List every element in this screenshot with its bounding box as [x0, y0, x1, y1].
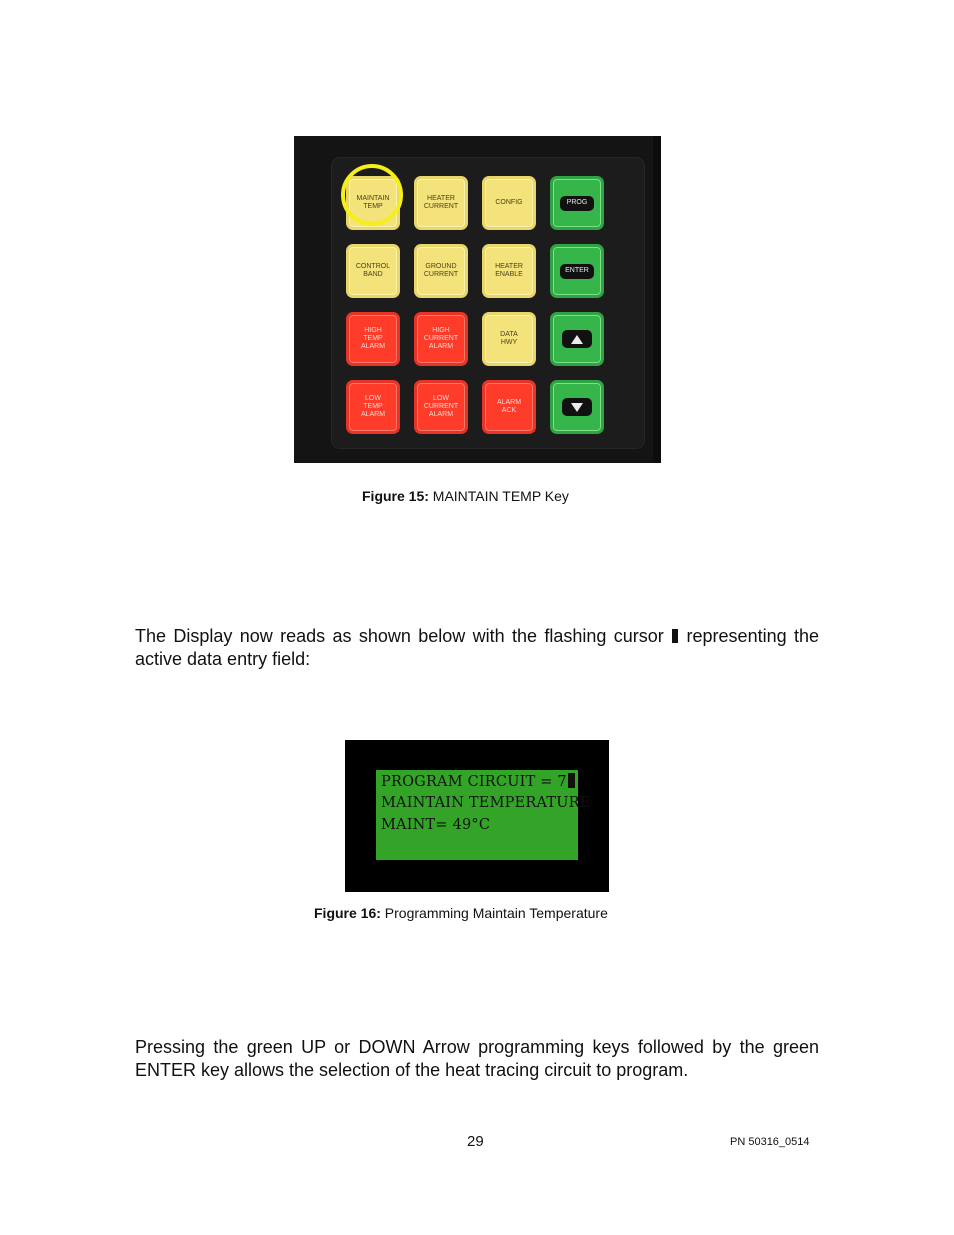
paragraph-1-text-a: The Display now reads as shown below with the flashing cursor [135, 626, 664, 646]
cursor-block-icon [672, 629, 678, 643]
key-low-temp-alarm[interactable] [346, 380, 400, 434]
lcd-line-3: MAINT= 49°C [381, 817, 491, 833]
key-alarm-ack[interactable] [482, 380, 536, 434]
key-ground-current-label [424, 263, 458, 279]
key-label-line: GROUND [425, 263, 457, 270]
lcd-line-1 [381, 773, 575, 790]
key-alarm-ack-label [497, 399, 521, 415]
paragraph-display-intro [135, 625, 819, 671]
figure-15-caption-text: MAINTAIN TEMP Key [432, 488, 569, 504]
paragraph-1-text-b: representing the active data entry field: [135, 626, 819, 669]
key-label-line: HIGH [364, 327, 382, 334]
photo-edge [653, 136, 661, 463]
key-label-line: TEMP [363, 335, 383, 342]
key-low-current-alarm-label [424, 395, 458, 419]
key-up-arrow[interactable] [550, 312, 604, 366]
key-control-band[interactable] [346, 244, 400, 298]
paragraph-arrow-keys: Pressing the green UP or DOWN Arrow programming keys followed by the green ENTER key allows the selection of the heat tracing circuit to program. [135, 1037, 819, 1080]
highlight-circle [341, 164, 403, 226]
key-label-line: ALARM [428, 343, 454, 350]
key-heater-enable-label [495, 263, 523, 279]
key-prog-label: PROG [560, 196, 594, 211]
key-label-line: ALARM [428, 411, 454, 418]
key-prog[interactable] [550, 176, 604, 230]
key-label-line: HEATER [427, 195, 455, 202]
key-label-line: CURRENT [423, 403, 459, 410]
key-label-line: TEMP [363, 203, 383, 210]
key-label-line: HEATER [495, 263, 523, 270]
figure-16-caption [314, 905, 608, 921]
key-label-line: ALARM [360, 411, 386, 418]
figure-15-caption-label: Figure 15: [362, 488, 429, 504]
key-heater-current[interactable] [414, 176, 468, 230]
figure-16-caption-text: Programming Maintain Temperature [384, 905, 608, 921]
keypad-photo [294, 136, 661, 463]
key-label-line: CONTROL [355, 263, 391, 270]
key-high-current-alarm[interactable] [414, 312, 468, 366]
key-label-line: ACK [501, 407, 517, 414]
key-label-line: HWY [500, 339, 518, 346]
key-label-line: CURRENT [423, 271, 459, 278]
key-high-temp-alarm-label [361, 327, 385, 351]
key-data-hwy-label [500, 331, 518, 347]
key-label-line: LOW [433, 395, 449, 402]
key-low-current-alarm[interactable] [414, 380, 468, 434]
lcd-display-frame [345, 740, 609, 892]
key-heater-current-label [424, 195, 458, 211]
key-high-current-alarm-label [424, 327, 458, 351]
page-number: 29 [467, 1133, 484, 1150]
lcd-cursor-icon [568, 773, 575, 788]
figure-16-caption-label: Figure 16: [314, 905, 381, 921]
key-label-line: CURRENT [423, 335, 459, 342]
lcd-line-1-text: PROGRAM CIRCUIT = 7 [381, 774, 567, 790]
key-data-hwy[interactable] [482, 312, 536, 366]
key-label-line: ALARM [360, 343, 386, 350]
part-number: PN 50316_0514 [730, 1136, 810, 1148]
lcd-screen [376, 770, 591, 860]
key-config[interactable] [482, 176, 536, 230]
key-label-line: CURRENT [423, 203, 459, 210]
lcd-line-2: MAINTAIN TEMPERATURE [381, 795, 591, 811]
key-enter[interactable] [550, 244, 604, 298]
key-label-line: ALARM [496, 399, 522, 406]
key-label-line: DATA [500, 331, 518, 338]
down-arrow-icon [562, 398, 592, 416]
key-high-temp-alarm[interactable] [346, 312, 400, 366]
key-enter-label: ENTER [560, 264, 594, 279]
key-ground-current[interactable] [414, 244, 468, 298]
key-label-line: MAINTAIN [356, 195, 390, 202]
key-down-arrow[interactable] [550, 380, 604, 434]
key-config-label [495, 199, 522, 207]
key-label-line: HIGH [432, 327, 450, 334]
key-low-temp-alarm-label [361, 395, 385, 419]
key-label-line: CONFIG [495, 199, 523, 206]
key-control-band-label [356, 263, 390, 279]
up-arrow-icon [562, 330, 592, 348]
key-heater-enable[interactable] [482, 244, 536, 298]
key-label-line: TEMP [363, 403, 383, 410]
key-label-line: ENABLE [495, 271, 523, 278]
key-label-line: LOW [365, 395, 381, 402]
key-label-line: BAND [363, 271, 383, 278]
figure-15-caption [362, 488, 569, 504]
